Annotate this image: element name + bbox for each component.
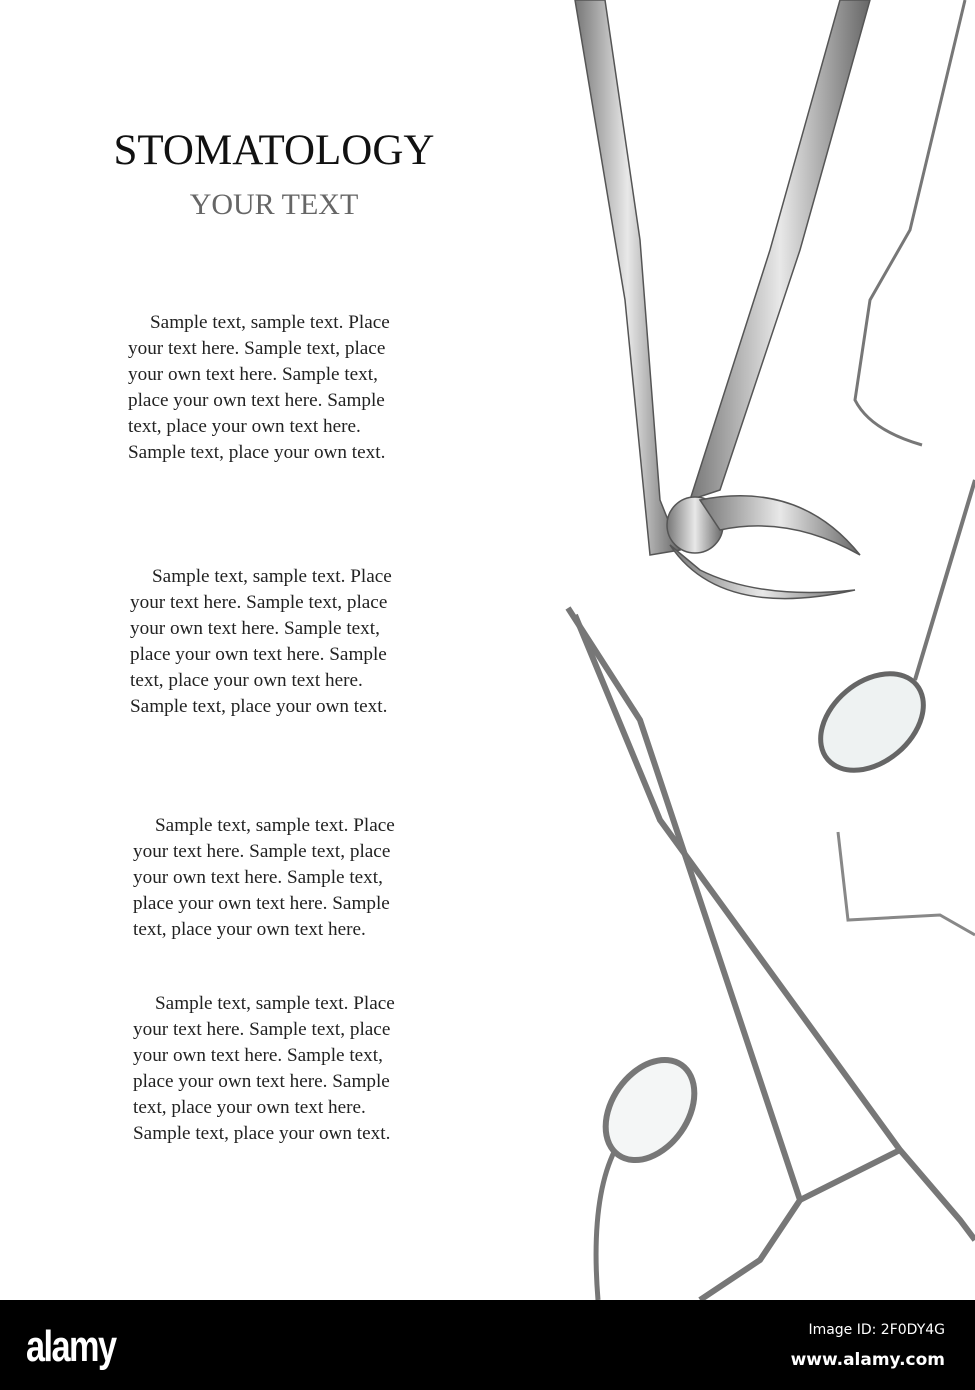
paragraph-4 [133, 991, 395, 1147]
line: Sample text, place your own text. [130, 696, 388, 717]
page-title: STOMATOLOGY [113, 127, 435, 174]
subtitle: YOUR TEXT [189, 188, 359, 221]
line: Sample text, sample text. Place [152, 566, 392, 587]
paragraph-1 [128, 310, 390, 466]
line: your text here. Sample text, place [128, 338, 386, 359]
paragraph-2 [130, 564, 392, 720]
paragraph-3 [133, 813, 395, 943]
line: text, place your own text here. [133, 1097, 366, 1118]
small-mirror [587, 1043, 712, 1300]
extraction-forceps [575, 0, 870, 599]
line: place your own text here. Sample [128, 390, 385, 411]
line: your text here. Sample text, place [130, 592, 388, 613]
line: Sample text, place your own text. [128, 442, 386, 463]
line: text, place your own text here. [130, 670, 363, 691]
image-id: Image ID: 2F0DY4G [808, 1322, 945, 1338]
line: your own text here. Sample text, [130, 618, 380, 639]
alamy-logo: alamy [26, 1322, 116, 1371]
dental-probe [855, 0, 965, 445]
line: place your own text here. Sample [133, 1071, 390, 1092]
website-url: www.alamy.com [790, 1350, 945, 1370]
line: your own text here. Sample text, [133, 867, 383, 888]
explorer [838, 832, 975, 935]
line: text, place your own text here. [133, 919, 366, 940]
line: your own text here. Sample text, [128, 364, 378, 385]
line: Sample text, sample text. Place [155, 815, 395, 836]
line: your text here. Sample text, place [133, 841, 391, 862]
line: text, place your own text here. [128, 416, 361, 437]
line: place your own text here. Sample [130, 644, 387, 665]
line: Sample text, place your own text. [133, 1123, 391, 1144]
footer-bar [0, 1300, 975, 1390]
line: place your own text here. Sample [133, 893, 390, 914]
line: Sample text, sample text. Place [155, 993, 395, 1014]
line: your own text here. Sample text, [133, 1045, 383, 1066]
line: Sample text, sample text. Place [150, 312, 390, 333]
dental-instruments-image [540, 0, 975, 1300]
line: your text here. Sample text, place [133, 1019, 391, 1040]
